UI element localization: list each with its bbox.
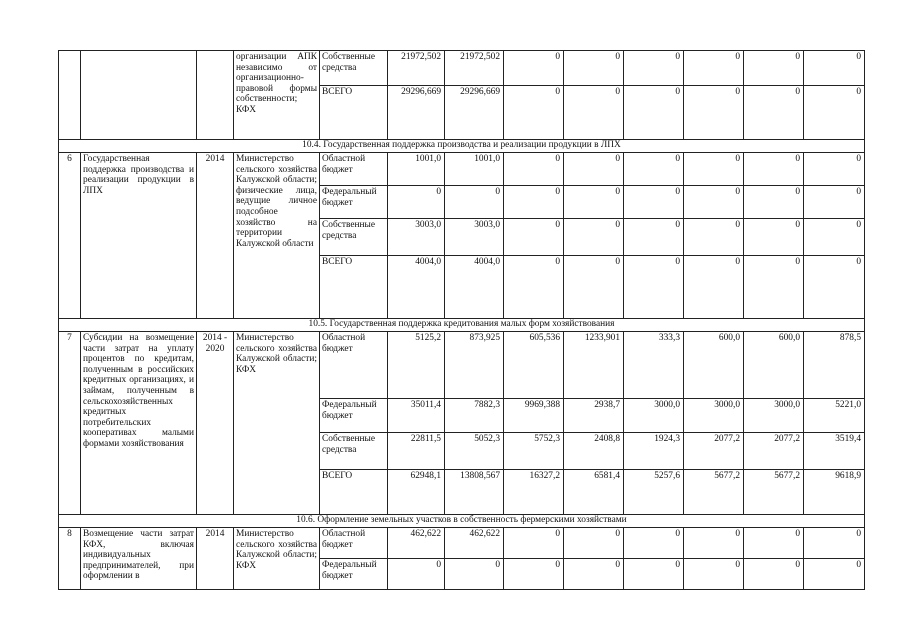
year-value: 878,5	[804, 332, 865, 399]
period	[197, 51, 234, 140]
executor: Министерство сельского хозяйства Калужской области; КФХ	[234, 528, 320, 590]
year-value: 0	[624, 256, 684, 319]
year-value: 1001,0	[445, 153, 504, 186]
year-value: 0	[684, 528, 744, 559]
year-value: 0	[504, 528, 564, 559]
year-value: 0	[684, 559, 744, 590]
source-label: ВСЕГО	[320, 256, 388, 319]
year-value: 0	[504, 186, 564, 219]
year-value: 0	[564, 51, 624, 86]
year-value: 0	[804, 153, 865, 186]
year-value: 0	[504, 256, 564, 319]
year-value: 0	[624, 528, 684, 559]
total-value: 5125,2	[388, 332, 445, 399]
year-value: 0	[744, 153, 804, 186]
year-value: 5677,2	[744, 470, 804, 515]
total-value: 1001,0	[388, 153, 445, 186]
period: 2014	[197, 528, 234, 590]
row-number	[59, 51, 81, 140]
year-value: 3003,0	[445, 219, 504, 256]
year-value: 333,3	[624, 332, 684, 399]
year-value: 0	[564, 86, 624, 140]
measure-name: Государственная поддержка производства и реализации продукции в ЛПХ	[81, 153, 197, 319]
year-value: 5257,6	[624, 470, 684, 515]
row-number: 6	[59, 153, 81, 319]
year-value: 0	[624, 51, 684, 86]
period: 2014	[197, 153, 234, 319]
year-value: 0	[684, 186, 744, 219]
year-value: 0	[684, 153, 744, 186]
year-value: 29296,669	[445, 86, 504, 140]
year-value: 3000,0	[684, 399, 744, 433]
year-value: 9969,388	[504, 399, 564, 433]
year-value: 0	[804, 219, 865, 256]
year-value: 4004,0	[445, 256, 504, 319]
year-value: 21972,502	[445, 51, 504, 86]
executor: Министерство сельского хозяйства Калужской области; КФХ	[234, 332, 320, 515]
year-value: 6581,4	[564, 470, 624, 515]
year-value: 0	[744, 186, 804, 219]
year-value: 7882,3	[445, 399, 504, 433]
year-value: 0	[564, 256, 624, 319]
table-body	[59, 51, 865, 590]
year-value: 5052,3	[445, 433, 504, 470]
year-value: 2938,7	[564, 399, 624, 433]
table-row	[59, 51, 865, 86]
year-value: 0	[744, 559, 804, 590]
source-label: Собственные средства	[320, 433, 388, 470]
year-value: 5752,3	[504, 433, 564, 470]
table-row	[59, 528, 865, 559]
total-value: 462,622	[388, 528, 445, 559]
section-heading-row	[59, 140, 865, 153]
year-value: 9618,9	[804, 470, 865, 515]
year-value: 0	[684, 51, 744, 86]
year-value: 600,0	[684, 332, 744, 399]
section-heading-row	[59, 319, 865, 332]
measure-name: Возмещение части затрат КФХ, включая индивидуальных предпринимателей, при оформлении в	[81, 528, 197, 590]
section-heading: 10.4. Государственная поддержка производства и реализации продукции в ЛПХ	[59, 140, 865, 153]
source-label: Собственные средства	[320, 51, 388, 86]
source-label: Областной бюджет	[320, 528, 388, 559]
year-value: 0	[624, 559, 684, 590]
measure-name	[81, 51, 197, 140]
total-value: 35011,4	[388, 399, 445, 433]
table-row	[59, 153, 865, 186]
row-number: 8	[59, 528, 81, 590]
total-value: 62948,1	[388, 470, 445, 515]
measure-name: Субсидии на возмещение части затрат на уплату процентов по кредитам, полученным в российских кредитных организациях, и займам, полученным в сельскохозяйственных кредитных потребительских кооперативах малыми формами хозяйствования	[81, 332, 197, 515]
budget-table	[58, 50, 865, 590]
year-value: 0	[744, 528, 804, 559]
year-value: 0	[744, 51, 804, 86]
year-value: 0	[624, 219, 684, 256]
total-value: 3003,0	[388, 219, 445, 256]
year-value: 1233,901	[564, 332, 624, 399]
executor: организации АПК независимо от организационно-правовой формы собственности; КФХ	[234, 51, 320, 140]
total-value: 0	[388, 186, 445, 219]
year-value: 0	[564, 219, 624, 256]
year-value: 0	[804, 528, 865, 559]
section-heading-row	[59, 515, 865, 528]
executor: Министерство сельского хозяйства Калужской области; физические лица, ведущие личное подсобное хозяйство на территории Калужской области	[234, 153, 320, 319]
year-value: 0	[744, 86, 804, 140]
year-value: 5221,0	[804, 399, 865, 433]
total-value: 4004,0	[388, 256, 445, 319]
row-number: 7	[59, 332, 81, 515]
year-value: 2077,2	[744, 433, 804, 470]
year-value: 0	[564, 528, 624, 559]
year-value: 0	[744, 256, 804, 319]
year-value: 600,0	[744, 332, 804, 399]
source-label: Собственные средства	[320, 219, 388, 256]
year-value: 0	[504, 51, 564, 86]
total-value: 21972,502	[388, 51, 445, 86]
year-value: 462,622	[445, 528, 504, 559]
year-value: 0	[684, 219, 744, 256]
year-value: 1924,3	[624, 433, 684, 470]
year-value: 0	[684, 256, 744, 319]
year-value: 0	[804, 256, 865, 319]
section-heading: 10.5. Государственная поддержка кредитования малых форм хозяйствования	[59, 319, 865, 332]
year-value: 0	[624, 186, 684, 219]
year-value: 3000,0	[624, 399, 684, 433]
year-value: 0	[504, 153, 564, 186]
source-label: Федеральный бюджет	[320, 559, 388, 590]
year-value: 0	[804, 186, 865, 219]
year-value: 0	[504, 219, 564, 256]
year-value: 0	[684, 86, 744, 140]
table-row	[59, 332, 865, 399]
source-label: ВСЕГО	[320, 470, 388, 515]
source-label: ВСЕГО	[320, 86, 388, 140]
source-label: Федеральный бюджет	[320, 399, 388, 433]
year-value: 0	[445, 559, 504, 590]
source-label: Федеральный бюджет	[320, 186, 388, 219]
year-value: 873,925	[445, 332, 504, 399]
year-value: 2077,2	[684, 433, 744, 470]
year-value: 0	[504, 559, 564, 590]
total-value: 0	[388, 559, 445, 590]
year-value: 0	[564, 153, 624, 186]
total-value: 22811,5	[388, 433, 445, 470]
year-value: 605,536	[504, 332, 564, 399]
year-value: 0	[744, 219, 804, 256]
year-value: 16327,2	[504, 470, 564, 515]
year-value: 5677,2	[684, 470, 744, 515]
total-value: 29296,669	[388, 86, 445, 140]
year-value: 0	[564, 186, 624, 219]
source-label: Областной бюджет	[320, 153, 388, 186]
year-value: 0	[624, 153, 684, 186]
year-value: 0	[564, 559, 624, 590]
section-heading: 10.6. Оформление земельных участков в собственность фермерскими хозяйствами	[59, 515, 865, 528]
year-value: 2408,8	[564, 433, 624, 470]
year-value: 0	[504, 86, 564, 140]
year-value: 3000,0	[744, 399, 804, 433]
year-value: 13808,567	[445, 470, 504, 515]
year-value: 0	[624, 86, 684, 140]
period: 2014 - 2020	[197, 332, 234, 515]
year-value: 0	[804, 51, 865, 86]
year-value: 3519,4	[804, 433, 865, 470]
year-value: 0	[445, 186, 504, 219]
source-label: Областной бюджет	[320, 332, 388, 399]
year-value: 0	[804, 559, 865, 590]
year-value: 0	[804, 86, 865, 140]
